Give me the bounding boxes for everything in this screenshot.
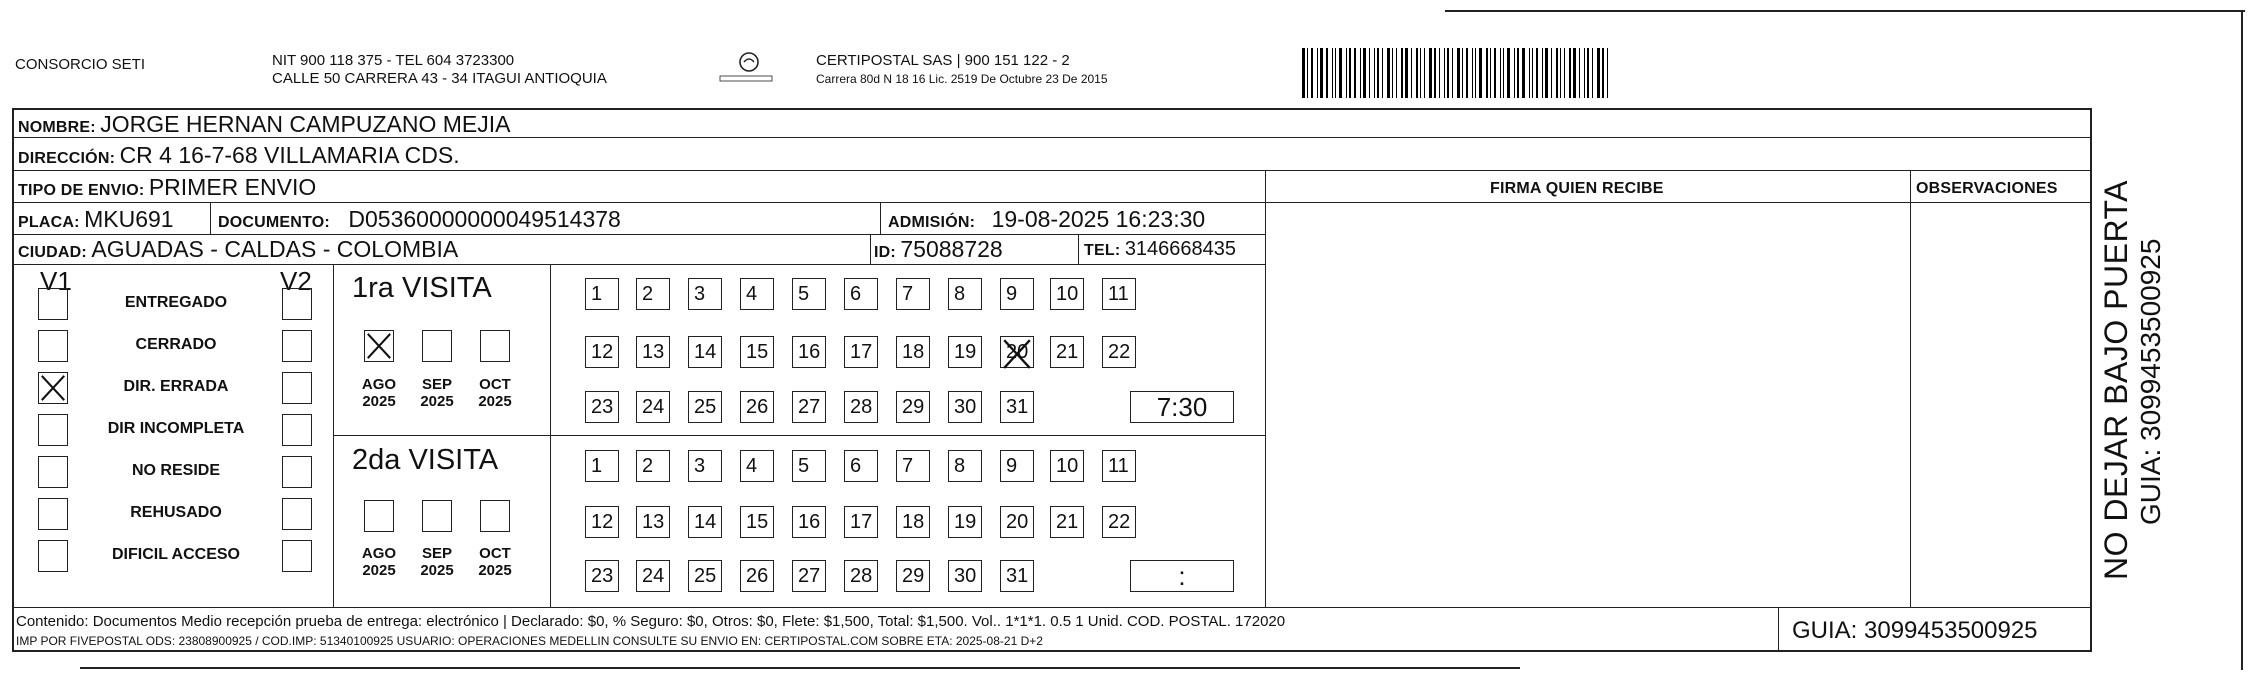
v1-checkbox[interactable] (38, 288, 68, 320)
placa-field: PLACA: MKU691 (18, 206, 174, 232)
day-number: 30 (954, 396, 977, 418)
day-number: 4 (746, 283, 758, 305)
barcode-bar (1475, 48, 1476, 98)
barcode-bar (1447, 48, 1449, 98)
day-box[interactable] (1050, 506, 1084, 538)
day-box[interactable] (792, 560, 826, 592)
day-box[interactable] (792, 278, 826, 310)
day-number: 31 (1006, 396, 1029, 418)
contenido-line: Contenido: Documentos Medio recepción prueba de entrega: electrónico | Declarado: $0, % Seguro: $0, Otros: $0, Flete: $1,500, Total: $1,500. Vol.. 1*1*1. 0.5 1 Unid. COD. POSTAL. 172020 (16, 613, 1286, 630)
day-number: 18 (902, 341, 925, 363)
day-box[interactable] (896, 450, 930, 482)
barcode-bar (1532, 48, 1533, 98)
day-box[interactable] (1000, 560, 1034, 592)
month-year: 2025 (362, 393, 396, 410)
day-number: 25 (694, 565, 717, 587)
barcode-bar (1302, 48, 1305, 98)
day-box[interactable] (1000, 278, 1034, 310)
day-number: 22 (1108, 341, 1131, 363)
placa-value: MKU691 (84, 206, 174, 232)
day-box[interactable] (1102, 278, 1136, 310)
day-box[interactable] (688, 450, 722, 482)
barcode-bar (1396, 48, 1397, 98)
day-number: 30 (954, 565, 977, 587)
tipo-envio-value: PRIMER ENVIO (148, 174, 317, 200)
day-box[interactable] (1000, 506, 1034, 538)
month-checkbox[interactable] (364, 330, 394, 362)
month-label (411, 545, 463, 579)
day-box[interactable] (636, 560, 670, 592)
barcode-bar (1424, 48, 1425, 98)
barcode-bar (1551, 48, 1552, 98)
day-number: 3 (694, 455, 706, 477)
certipostal-line-1: CERTIPOSTAL SAS | 900 151 122 - 2 (816, 52, 1070, 69)
day-number: 31 (1006, 565, 1029, 587)
barcode-bar (1311, 48, 1313, 98)
day-number: 11 (1108, 455, 1129, 477)
day-number: 26 (746, 396, 769, 418)
barcode-bar (1326, 48, 1328, 98)
v1-checkbox[interactable] (38, 498, 68, 530)
barcode-bar (1503, 48, 1504, 98)
tipo-envio-field: TIPO DE ENVIO: PRIMER ENVIO (18, 174, 317, 200)
day-number: 16 (798, 511, 821, 533)
barcode-bar (1429, 48, 1432, 98)
barcode-bar (1354, 48, 1356, 98)
day-box[interactable] (688, 336, 722, 368)
day-box[interactable] (844, 450, 878, 482)
barcode-bar (1387, 48, 1390, 98)
day-number: 25 (694, 396, 717, 418)
tel-value: 3146668435 (1124, 238, 1237, 260)
certipostal-logo-icon (716, 46, 776, 90)
barcode-bar (1420, 48, 1421, 98)
barcode-bar (1462, 48, 1463, 98)
v2-checkbox[interactable] (282, 414, 312, 446)
day-number: 21 (1056, 511, 1079, 533)
admision-field: ADMISIÓN: 19-08-2025 16:23:30 (888, 206, 1206, 232)
month-name: OCT (479, 376, 511, 393)
month-year: 2025 (478, 562, 512, 579)
barcode-bar (1597, 48, 1600, 98)
barcode-bar (1439, 48, 1440, 98)
v1-checkbox[interactable] (38, 414, 68, 446)
barcode-bar (1536, 48, 1538, 98)
day-box[interactable] (740, 450, 774, 482)
day-box[interactable] (740, 391, 774, 423)
day-box[interactable] (636, 450, 670, 482)
barcode-bar (1377, 48, 1379, 98)
day-box[interactable] (896, 391, 930, 423)
day-number: 19 (954, 511, 977, 533)
barcode-bar (1490, 48, 1491, 98)
day-box[interactable] (585, 560, 619, 592)
month-label (353, 545, 405, 579)
observaciones-label: OBSERVACIONES (1916, 180, 2058, 197)
documento-field: DOCUMENTO: D05360000000049514378 (218, 206, 621, 232)
barcode-bar (1457, 48, 1460, 98)
day-number: 23 (591, 565, 614, 587)
barcode-bar (1556, 48, 1558, 98)
day-box[interactable] (896, 336, 930, 368)
month-year: 2025 (478, 393, 512, 410)
barcode-bar (1335, 48, 1336, 98)
barcode-bar (1374, 48, 1375, 98)
barcode (1302, 46, 1722, 98)
day-number: 1 (591, 455, 603, 477)
month-name: SEP (421, 376, 452, 393)
day-box[interactable] (636, 336, 670, 368)
status-label: CERRADO (135, 336, 217, 353)
time-field[interactable]: : (1130, 560, 1234, 592)
status-label: DIFICIL ACCESO (111, 546, 240, 563)
month-label (469, 376, 521, 410)
barcode-bar (1382, 48, 1383, 98)
day-number: 12 (591, 341, 614, 363)
barcode-bar (1401, 48, 1403, 98)
barcode-bar (1584, 48, 1585, 98)
day-box[interactable] (792, 391, 826, 423)
month-checkbox[interactable] (480, 500, 510, 532)
direccion-field: DIRECCIÓN: CR 4 16-7-68 VILLAMARIA CDS. (18, 142, 460, 168)
day-box[interactable] (688, 278, 722, 310)
day-box[interactable] (844, 560, 878, 592)
day-box[interactable] (1050, 336, 1084, 368)
day-box[interactable] (585, 336, 619, 368)
day-box[interactable] (948, 336, 982, 368)
month-label (469, 545, 521, 579)
day-box[interactable] (585, 450, 619, 482)
day-number: 8 (954, 455, 966, 477)
day-number: 11 (1108, 283, 1129, 305)
day-box[interactable] (948, 450, 982, 482)
day-box[interactable] (1000, 336, 1034, 368)
v1-label: V1 (40, 266, 72, 296)
day-box[interactable] (585, 278, 619, 310)
day-number: 18 (902, 511, 925, 533)
barcode-bar (1507, 48, 1510, 98)
barcode-bar (1579, 48, 1580, 98)
barcode-bar (1522, 48, 1525, 98)
barcode-bar (1486, 48, 1488, 98)
day-number: 16 (798, 341, 821, 363)
barcode-bar (1369, 48, 1370, 98)
barcode-bar (1317, 48, 1318, 98)
barcode-bar (1545, 48, 1548, 98)
day-number: 29 (902, 396, 925, 418)
barcode-bar (1320, 48, 1323, 98)
certipostal-line-2: Carrera 80d N 18 16 Lic. 2519 De Octubre 23 De 2015 (816, 72, 1108, 86)
barcode-bar (1405, 48, 1408, 98)
status-label: REHUSADO (130, 504, 222, 521)
day-box[interactable] (1102, 336, 1136, 368)
barcode-bar (1411, 48, 1412, 98)
day-box[interactable] (740, 278, 774, 310)
day-box[interactable] (896, 560, 930, 592)
day-number: 28 (850, 565, 873, 587)
id-field: ID: 75088728 (874, 236, 1003, 262)
barcode-bar (1360, 48, 1361, 98)
nit-line-1: NIT 900 118 375 - TEL 604 3723300 (272, 52, 515, 69)
month-year: 2025 (420, 562, 454, 579)
second-visit-label: 2da VISITA (352, 444, 499, 476)
ciudad-field: CIUDAD: AGUADAS - CALDAS - COLOMBIA (18, 236, 459, 262)
v1-checkbox[interactable] (38, 330, 68, 362)
day-number: 13 (642, 341, 665, 363)
day-box[interactable] (1000, 450, 1034, 482)
nombre-value: JORGE HERNAN CAMPUZANO MEJIA (100, 111, 511, 137)
day-box[interactable] (844, 278, 878, 310)
day-number: 9 (1006, 283, 1018, 305)
v1-checkbox[interactable] (38, 372, 68, 404)
day-box[interactable] (948, 560, 982, 592)
barcode-bar (1332, 48, 1333, 98)
nit-line-2: CALLE 50 CARRERA 43 - 34 ITAGUI ANTIOQUIA (272, 70, 607, 87)
month-checkbox[interactable] (364, 500, 394, 532)
status-label: NO RESIDE (131, 462, 220, 479)
day-number: 10 (1056, 455, 1079, 477)
admision-value: 19-08-2025 16:23:30 (991, 206, 1206, 232)
barcode-bar (1573, 48, 1576, 98)
day-box[interactable] (1050, 278, 1084, 310)
imp-line: IMP POR FIVEPOSTAL ODS: 23808900925 / COD.IMP: 51340100925 USUARIO: OPERACIONES MEDELLIN CONSULTE SU ENVIO EN: CERTIPOSTAL.COM SOBRE ETA: 2025-08-21 D+2 (16, 634, 1043, 648)
status-label: ENTREGADO (124, 294, 228, 311)
barcode-bar (1466, 48, 1468, 98)
day-number: 14 (694, 341, 717, 363)
month-year: 2025 (362, 562, 396, 579)
barcode-bar (1444, 48, 1445, 98)
barcode-bar (1602, 48, 1604, 98)
side-guia: GUIA: 3099453500925 (2135, 238, 2166, 525)
day-number: 13 (642, 511, 665, 533)
day-number: 17 (850, 511, 873, 533)
day-number: 6 (850, 455, 862, 477)
side-warning: NO DEJAR BAJO PUERTA (2098, 180, 2134, 580)
month-name: AGO (361, 545, 397, 562)
day-number: 10 (1056, 283, 1079, 305)
day-box[interactable] (948, 506, 982, 538)
side-text (2098, 140, 2167, 580)
day-number: 15 (746, 511, 769, 533)
time-field[interactable]: 7:30 (1130, 391, 1234, 423)
day-number: 2 (642, 283, 654, 305)
month-name: OCT (479, 545, 511, 562)
direccion-value: CR 4 16-7-68 VILLAMARIA CDS. (119, 142, 460, 168)
day-number: 23 (591, 396, 614, 418)
v2-label: V2 (280, 266, 312, 296)
firma-label: FIRMA QUIEN RECIBE (1490, 180, 1664, 197)
day-box[interactable] (688, 391, 722, 423)
day-number: 20 (1006, 341, 1029, 363)
barcode-bar (1560, 48, 1561, 98)
barcode-bar (1494, 48, 1496, 98)
day-number: 21 (1056, 341, 1079, 363)
barcode-bar (1592, 48, 1593, 98)
nombre-field: NOMBRE: JORGE HERNAN CAMPUZANO MEJIA (18, 111, 511, 137)
status-label: DIR. ERRADA (123, 378, 229, 395)
documento-value: D05360000000049514378 (348, 206, 621, 232)
barcode-bar (1416, 48, 1418, 98)
month-checkbox[interactable] (422, 500, 452, 532)
day-box[interactable] (792, 336, 826, 368)
day-number: 19 (954, 341, 977, 363)
day-number: 12 (591, 511, 614, 533)
day-box[interactable] (1102, 450, 1136, 482)
barcode-bar (1392, 48, 1393, 98)
day-box[interactable] (792, 506, 826, 538)
v2-checkbox[interactable] (282, 372, 312, 404)
barcode-bar (1346, 48, 1347, 98)
day-number: 3 (694, 283, 706, 305)
barcode-bar (1517, 48, 1519, 98)
day-box[interactable] (948, 278, 982, 310)
day-number: 7 (902, 455, 914, 477)
day-number: 15 (746, 341, 769, 363)
barcode-bar (1587, 48, 1589, 98)
day-box[interactable] (1050, 450, 1084, 482)
month-checkbox[interactable] (422, 330, 452, 362)
day-box[interactable] (792, 450, 826, 482)
month-year: 2025 (420, 393, 454, 410)
barcode-bar (1349, 48, 1351, 98)
barcode-bar (1434, 48, 1436, 98)
day-box[interactable] (896, 506, 930, 538)
barcode-bar (1479, 48, 1482, 98)
day-number: 26 (746, 565, 769, 587)
day-box[interactable] (740, 560, 774, 592)
barcode-bar (1339, 48, 1342, 98)
day-number: 8 (954, 283, 966, 305)
day-number: 24 (642, 396, 665, 418)
month-label (411, 376, 463, 410)
barcode-bar (1500, 48, 1501, 98)
v2-checkbox[interactable] (282, 456, 312, 488)
day-box[interactable] (1000, 391, 1034, 423)
day-box[interactable] (1102, 506, 1136, 538)
day-number: 20 (1006, 511, 1029, 533)
day-box[interactable] (844, 506, 878, 538)
v2-checkbox[interactable] (282, 330, 312, 362)
day-number: 9 (1006, 455, 1018, 477)
barcode-bar (1472, 48, 1473, 98)
day-box[interactable] (636, 278, 670, 310)
day-number: 29 (902, 565, 925, 587)
footer-guia: GUIA: 3099453500925 (1792, 617, 2038, 644)
barcode-bar (1542, 48, 1543, 98)
day-box[interactable] (688, 560, 722, 592)
day-box[interactable] (636, 506, 670, 538)
ciudad-value: AGUADAS - CALDAS - COLOMBIA (91, 236, 459, 262)
day-box[interactable] (740, 336, 774, 368)
day-box[interactable] (948, 391, 982, 423)
form-frame (12, 108, 2092, 652)
day-box[interactable] (585, 506, 619, 538)
barcode-bar (1569, 48, 1571, 98)
month-checkbox[interactable] (480, 330, 510, 362)
month-name: AGO (361, 376, 397, 393)
day-box[interactable] (585, 391, 619, 423)
day-number: 5 (798, 283, 810, 305)
day-number: 1 (591, 283, 603, 305)
v2-checkbox[interactable] (282, 540, 312, 572)
day-number: 7 (902, 283, 914, 305)
barcode-bar (1307, 48, 1308, 98)
day-number: 2 (642, 455, 654, 477)
day-number: 28 (850, 396, 873, 418)
month-name: SEP (421, 545, 452, 562)
day-box[interactable] (740, 506, 774, 538)
day-box[interactable] (896, 278, 930, 310)
company-name: CONSORCIO SETI (15, 56, 146, 73)
day-number: 17 (850, 341, 873, 363)
day-number: 24 (642, 565, 665, 587)
day-box[interactable] (844, 391, 878, 423)
day-box[interactable] (844, 336, 878, 368)
day-number: 5 (798, 455, 810, 477)
tel-field: TEL: 3146668435 (1084, 238, 1237, 260)
barcode-bar (1607, 48, 1608, 98)
day-number: 27 (798, 396, 821, 418)
day-number: 6 (850, 283, 862, 305)
day-number: 14 (694, 511, 717, 533)
id-value: 75088728 (900, 236, 1003, 262)
barcode-bar (1452, 48, 1453, 98)
barcode-bar (1529, 48, 1530, 98)
v1-checkbox[interactable] (38, 456, 68, 488)
v1-checkbox[interactable] (38, 540, 68, 572)
v2-checkbox[interactable] (282, 498, 312, 530)
status-label: DIR INCOMPLETA (107, 420, 245, 437)
day-number: 4 (746, 455, 758, 477)
barcode-bar (1363, 48, 1366, 98)
day-number: 22 (1108, 511, 1131, 533)
first-visit-label: 1ra VISITA (352, 272, 492, 304)
day-box[interactable] (636, 391, 670, 423)
barcode-bar (1514, 48, 1515, 98)
v2-checkbox[interactable] (282, 288, 312, 320)
day-box[interactable] (688, 506, 722, 538)
month-label (353, 376, 405, 410)
barcode-bar (1564, 48, 1565, 98)
day-number: 27 (798, 565, 821, 587)
